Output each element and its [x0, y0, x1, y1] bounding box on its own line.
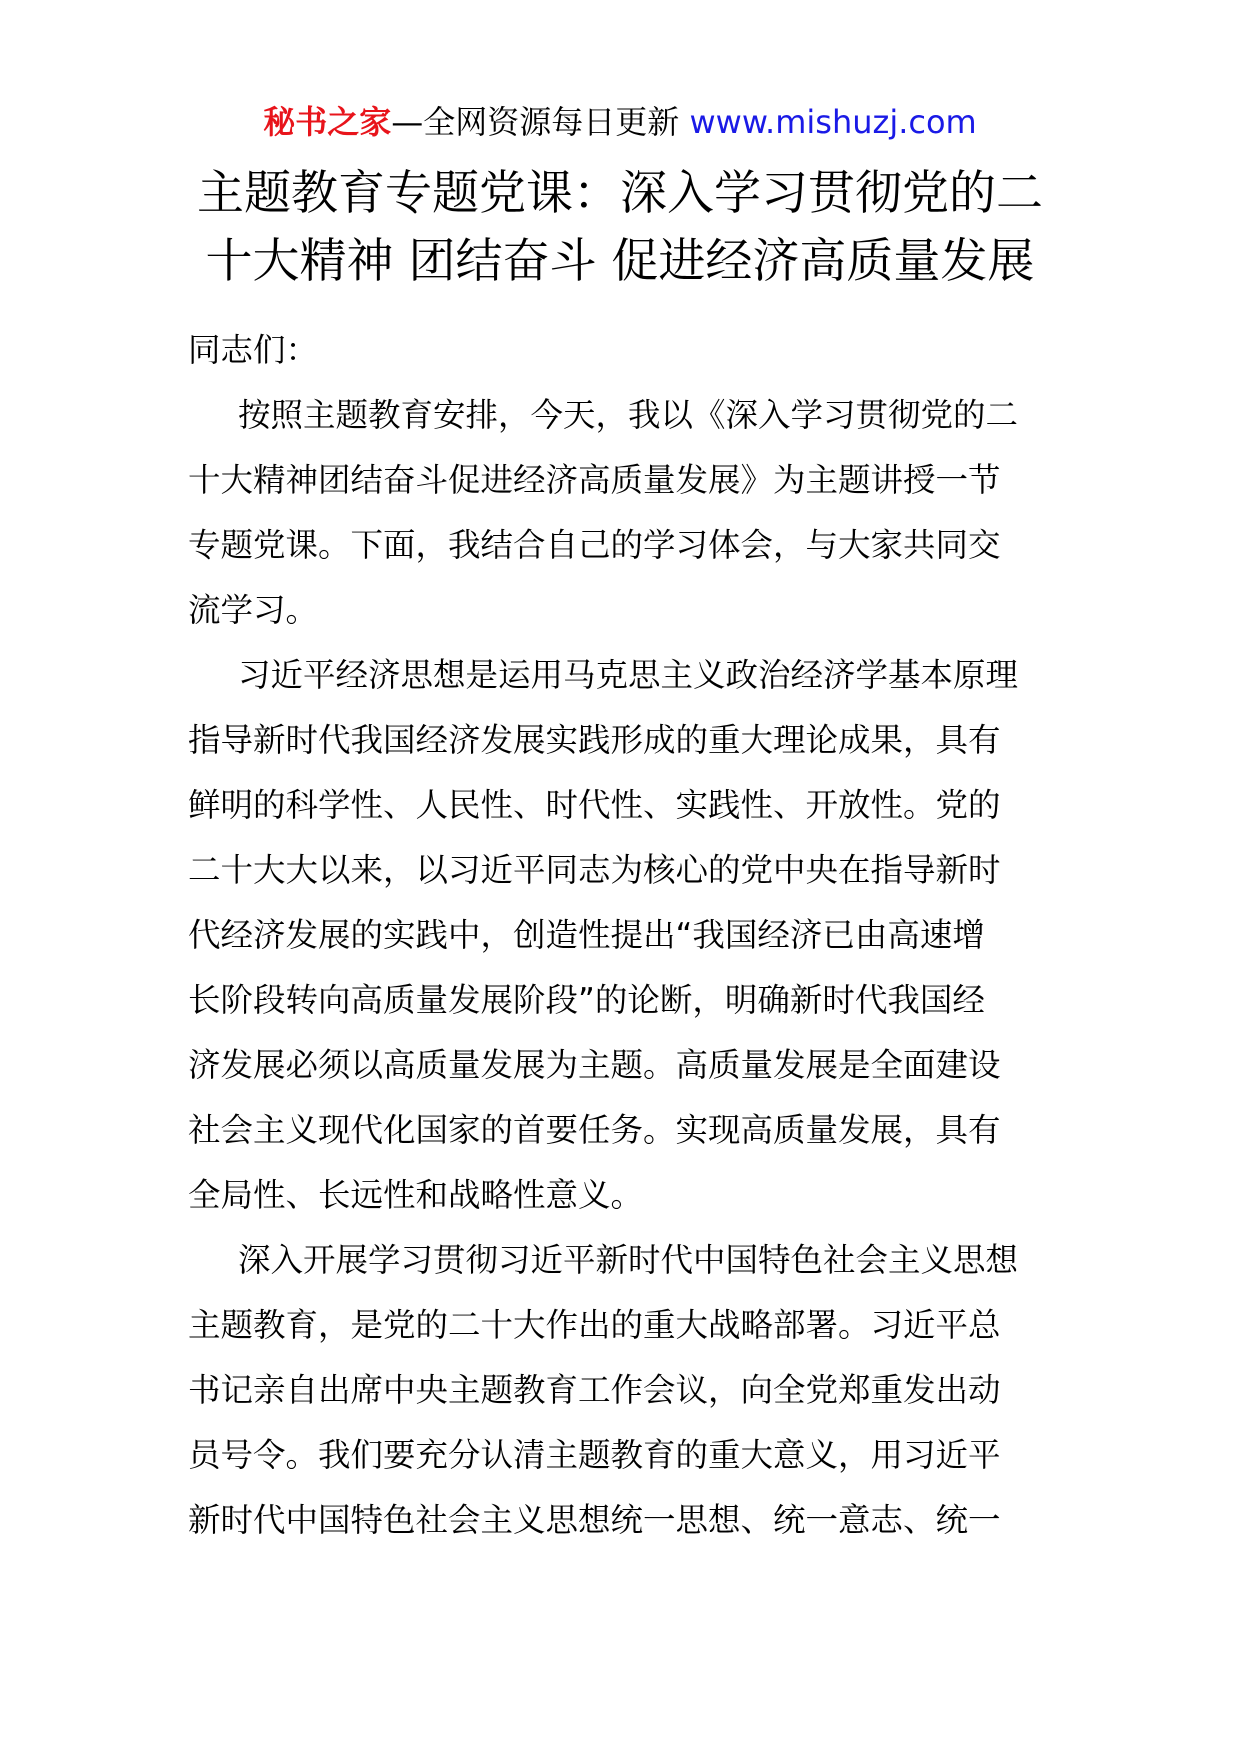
document-title — [180, 160, 1060, 296]
site-brand: 秘书之家 — [263, 103, 392, 141]
paragraph-line: 深入开展学习贯彻习近平新时代中国特色社会主义思想 — [238, 1241, 1019, 1279]
paragraph-line: 社会主义现代化国家的首要任务。实现高质量发展，具有 — [188, 1111, 1001, 1149]
paragraph-line: 主题教育，是党的二十大作出的重大战略部署。习近平总 — [188, 1306, 1001, 1344]
paragraph-line: 代经济发展的实践中，创造性提出“我国经济已由高速增 — [188, 916, 985, 954]
paragraph-line: 十大精神团结奋斗促进经济高质量发展》为主题讲授一节 — [188, 461, 1001, 499]
paragraph-line: 书记亲自出席中央主题教育工作会议，向全党郑重发出动 — [188, 1371, 1001, 1409]
paragraph-line: 鲜明的科学性、人民性、时代性、实践性、开放性。党的 — [188, 786, 1001, 824]
site-tagline: —全网资源每日更新 — [391, 103, 690, 141]
paragraph-line: 按照主题教育安排，今天，我以《深入学习贯彻党的二 — [238, 396, 1019, 434]
paragraph-line: 专题党课。下面，我结合自己的学习体会，与大家共同交 — [188, 526, 1001, 564]
site-header — [0, 100, 1240, 144]
document-body — [188, 318, 1056, 1553]
title-line-1: 主题教育专题党课：深入学习贯彻党的二 — [197, 166, 1043, 221]
paragraph-line: 济发展必须以高质量发展为主题。高质量发展是全面建设 — [188, 1046, 1001, 1084]
paragraph-2 — [188, 643, 1056, 1228]
title-line-2: 十大精神 团结奋斗 促进经济高质量发展 — [205, 234, 1035, 289]
paragraph-line: 二十大大以来，以习近平同志为核心的党中央在指导新时 — [188, 851, 1001, 889]
paragraph-line: 全局性、长远性和战略性意义。 — [188, 1176, 644, 1214]
paragraph-line: 习近平经济思想是运用马克思主义政治经济学基本原理 — [238, 656, 1019, 694]
paragraph-line: 员号令。我们要充分认清主题教育的重大意义，用习近平 — [188, 1436, 1001, 1474]
salutation: 同志们： — [188, 331, 319, 369]
paragraph-line: 指导新时代我国经济发展实践形成的重大理论成果，具有 — [188, 721, 1001, 759]
paragraph-1 — [188, 383, 1056, 643]
paragraph-line: 长阶段转向高质量发展阶段”的论断，明确新时代我国经 — [188, 981, 985, 1019]
paragraph-line: 新时代中国特色社会主义思想统一思想、统一意志、统一 — [188, 1501, 1001, 1539]
paragraph-line: 流学习。 — [188, 591, 319, 629]
site-url-link[interactable]: www.mishuzj.com — [689, 103, 977, 141]
paragraph-3 — [188, 1228, 1056, 1553]
